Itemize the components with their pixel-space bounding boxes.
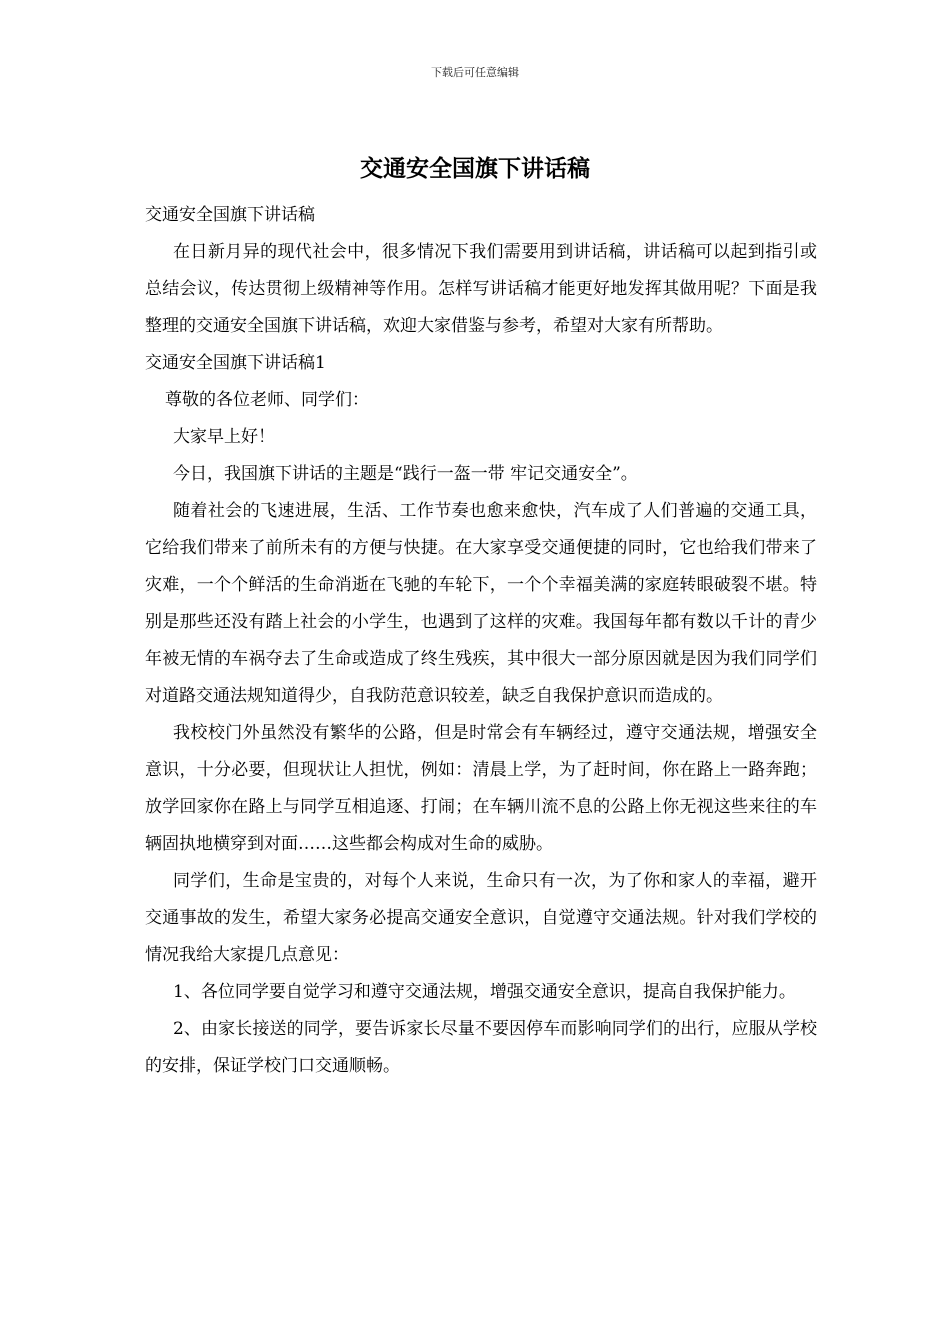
list-item: 2、由家长接送的同学，要告诉家长尽量不要因停车而影响同学们的出行，应服从学校的安排，保证学校门口交通顺畅。 bbox=[145, 1019, 817, 1076]
intro-paragraph: 在日新月异的现代社会中，很多情况下我们需要用到讲话稿，讲话稿可以起到指引或总结会议，传达贯彻上级精神等作用。怎样写讲话稿才能更好地发挥其做用呢？下面是我整理的交通安全国旗下讲话稿，欢迎大家借鉴与参考，希望对大家有所帮助。 bbox=[145, 242, 817, 336]
document-title: 交通安全国旗下讲话稿 bbox=[360, 155, 590, 182]
section-heading: 交通安全国旗下讲话稿1 bbox=[145, 353, 326, 373]
document-body bbox=[145, 197, 817, 1085]
body-paragraph: 同学们，生命是宝贵的，对每个人来说，生命只有一次，为了你和家人的幸福，避开交通事故的发生，希望大家务必提高交通安全意识，自觉遵守交通法规。针对我们学校的情况我给大家提几点意见： bbox=[145, 871, 817, 965]
subtitle-line: 交通安全国旗下讲话稿 bbox=[145, 205, 315, 225]
body-paragraph: 随着社会的飞速进展，生活、工作节奏也愈来愈快，汽车成了人们普遍的交通工具，它给我们带来了前所未有的方便与快捷。在大家享受交通便捷的同时，它也给我们带来了灾难，一个个鲜活的生命消逝在飞驰的车轮下，一个个幸福美满的家庭转眼破裂不堪。特别是那些还没有踏上社会的小学生，也遇到了这样的灾难。我国每年都有数以千计的青少年被无情的车祸夺去了生命或造成了终生残疾，其中很大一部分原因就是因为我们同学们对道路交通法规知道得少，自我防范意识较差，缺乏自我保护意识而造成的。 bbox=[145, 501, 817, 706]
header-note: 下载后可任意编辑 bbox=[431, 66, 519, 79]
body-paragraph: 我校校门外虽然没有繁华的公路，但是时常会有车辆经过，遵守交通法规，增强安全意识，十分必要，但现状让人担忧，例如：清晨上学，为了赶时间，你在路上一路奔跑；放学回家你在路上与同学互相追逐、打闹；在车辆川流不息的公路上你无视这些来往的车辆固执地横穿到对面……这些都会构成对生命的威胁。 bbox=[145, 723, 817, 854]
topic-paragraph: 今日，我国旗下讲话的主题是“践行一盔一带 牢记交通安全”。 bbox=[173, 464, 638, 484]
list-item: 1、各位同学要自觉学习和遵守交通法规，增强交通安全意识，提高自我保护能力。 bbox=[173, 982, 796, 1002]
salutation: 尊敬的各位老师、同学们： bbox=[165, 390, 369, 410]
greeting: 大家早上好！ bbox=[173, 427, 275, 447]
